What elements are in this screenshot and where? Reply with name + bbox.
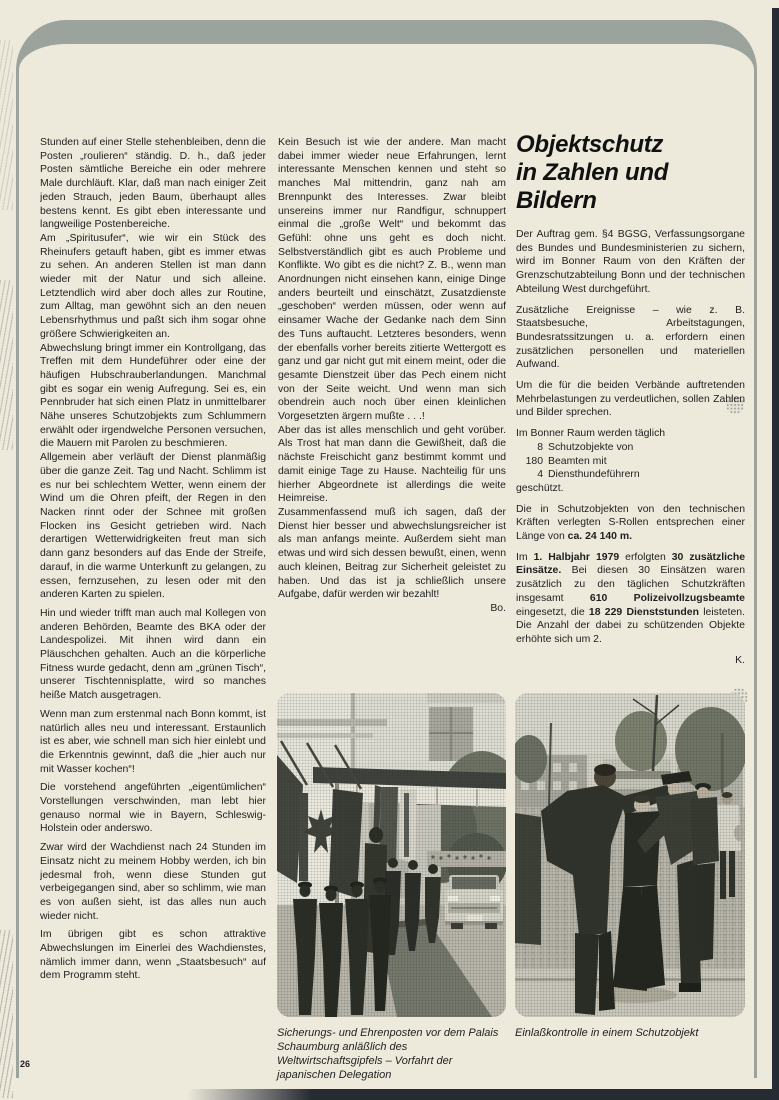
stat-label: Beamten mit (548, 455, 607, 467)
paragraph: Die in Schutzobjekten von den technischen Kräften verlegten S-Rollen entsprechen einer Länge von ca. 24 140 m. (516, 503, 745, 543)
paragraph: Im übrigen gibt es schon attraktive Abwechslungen im Einerlei des Wachdienstes, nämlich immer dann, wenn „Staatsbesuch“ auf dem Programm steht. (40, 929, 266, 982)
article-column-right (516, 131, 745, 689)
stat-value: 180 (525, 455, 543, 467)
daily-protection-stats (516, 427, 745, 496)
page-edge-shadow-right (772, 8, 779, 1100)
photo-caption: Sicherungs- und Ehrenposten vor dem Palais Schaumburg anläßlich des Weltwirtschaftsgipfels – Vorfahrt der japanischen Delegation (277, 1027, 499, 1081)
paragraph: Am „Spiritusufer“, wie wir ein Stück des Rheinufers getauft haben, gibt es immer etwas zu sehen. An anderen Stellen ist man dann wieder mit der Natur und sich alleine. Letztendlich wird aber doch alles zur Routine, zum Alltag, man gewöhnt sich an den neuen Lebensrhythmus und paßt sich ihm sogar ohne größere Schwierigkeiten an. (40, 232, 266, 340)
article-title-line2: in Zahlen und Bildern (516, 159, 669, 214)
page-edge-shadow-bottom (0, 1089, 779, 1100)
author-signature: Bo. (490, 602, 506, 614)
paragraph: Stunden auf einer Stelle stehenbleiben, denn die Posten „roulieren“ ständig. D. h., daß jeder Posten sämtliche Bereiche ein oder mehrere Male durchläuft. Klar, daß man nach einiger Zeit jeden Strauch, jeden Baum, überhaupt alles bestens kennt. Es gibt eben interessante und langweilige Postenbereiche. (40, 137, 266, 231)
stat-row (516, 455, 745, 469)
paragraph: Zusätzliche Ereignisse – wie z. B. Staatsbesuche, Arbeitstagungen, Bundesratssitzungen u. a. erfordern einen zusätzlichen personellen und materiellen Aufwand. (516, 304, 745, 371)
article-column-left (40, 136, 266, 1088)
paragraph: Zusammenfassend muß ich sagen, daß der Dienst hier besser und abwechslungsreicher ist als man anfangs meinte. Außerdem sieht man etwas und wird sich dessen bewußt, einen, wenn auch kleinen, Beitrag zur Sicherheit geleistet zu haben. Und das ist ja schließlich unsere Aufgabe, dafür werden wir bezahlt! (278, 506, 506, 601)
photo-palais-schaumburg-illustration (277, 693, 506, 1017)
paragraph: Kein Besuch ist wie der andere. Man macht dabei immer wieder neue Erfahrungen, lernt interessante Menschen kennen und steht so manches Mal mittendrin, ganz nah am Brennpunkt des Interesses. Zwar bleibt unsereins immer nur Randfigur, schnuppert einmal die „große Welt“ und bekommt das Gefühl: ohne uns geht es doch nicht. Selbstverständlich gibt es auch Probleme und Konflikte. Wo gibt es die nicht? Z. B., wenn man Anordnungen nicht einsehen kann, einige Dinge anders beurteilt und einschätzt, Zusatzdienste „geschoben“ werden müssen, oder wenn auf einsamer Wache der Gedanke nach dem Sinn des Tuns auftaucht. Letzteres besonders, wenn der ebenfalls vorher bereits zitierte Wettergott es ganz und gar nicht gut mit einem meint, oder die gesamte Dienstzeit über das Pech einem nicht von der Seite weicht. Und wenn man sich obendrein auch noch über einen kleinlichen Vorgesetzten ärgern mußte . . .! (278, 137, 506, 423)
stat-row (516, 468, 745, 482)
article-title-line1: Objektschutz (516, 131, 664, 158)
scan-noise (0, 930, 13, 1098)
paragraph: Aber das ist alles menschlich und geht vorüber. Als Trost hat man dann die Gewißheit, daß die nächste Freischicht ganz bestimmt kommt und damit einige Tage zu Hause. Nachteilig für uns hierher Abgeordnete ist allerdings die weite Heimreise. (278, 424, 506, 505)
state-car (445, 875, 503, 929)
distant-crowd (427, 851, 506, 867)
stat-value: 4 (537, 469, 543, 481)
article-title (516, 131, 745, 215)
paragraph: Der Auftrag gem. §4 BGSG, Verfassungsorgane des Bundes und Bundesministerien zu sichern, wird im Bonner Raum von den Kräften der Grenzschutzabteilung Bonn und der technischen Abteilung West durchgeführt. (516, 229, 745, 295)
photo-einlasskontrolle (515, 693, 745, 1017)
article-column-middle (278, 136, 506, 688)
paragraph: Um die für die beiden Verbände auftretenden Mehrbelastungen zu verdeutlichen, sollen Zahlen und Bilder sprechen. (516, 380, 745, 419)
scan-noise (0, 280, 13, 450)
paragraph: Abwechslung bringt immer ein Kontrollgang, das Treffen mit dem Hundeführer oder eine der häufigen Hubschrauberlandungen. Manchmal gibt es sogar ein wenig Aufregung. Sei es, ein Pennbruder hat sich einen Platz in unmittelbarer Nähe unseres Schutzobjekts zum Schlummern erwählt oder irgendwelche Personen versuchen, die Mauern mit Parolen zu beschmieren. (40, 342, 266, 450)
stat-value: 8 (537, 441, 543, 453)
stat-label: Diensthundeführern (548, 469, 640, 481)
scan-noise (0, 40, 13, 210)
stats-intro: Im Bonner Raum werden täglich (516, 428, 666, 440)
page-number: 26 (20, 1059, 31, 1069)
author-signature: K. (735, 654, 745, 666)
photo-caption: Einlaßkontrolle in einem Schutzobjekt (515, 1027, 699, 1039)
paragraph: Im 1. Halbjahr 1979 erfolgten 30 zusätzliche Einsätze. Bei diesen 30 Einsätzen waren zusätzlich zu den täglichen Schutzkräften insgesamt 610 Polizeivollzugsbeamte eingesetzt, die 18 229 Dienststunden leisteten. Die Anzahl der dabei zu schützenden Objekte erhöhte sich um 2. (516, 551, 745, 645)
photo-palais-schaumburg (277, 693, 506, 1017)
photo-einlasskontrolle-illustration (515, 693, 745, 1017)
paragraph: Allgemein aber verläuft der Dienst planmäßig über die ganze Zeit. Tag und Nacht. Schlimm ist es nur bei schlechtem Wetter, wenn einem der Wind um die Ohren pfeift, der Regen in den Nacken rinnt oder der Schnee mit großen Flocken ins Gesicht getrieben wird. Nach derartigen Wetterwidrigkeiten freut man sich dann ganz besonders auf das Ende der Streife, darauf, in die warme Unterkunft zu gelangen, zu essen, fernzusehen, zu lesen oder mit den anderen Karten zu spielen. (40, 452, 266, 601)
paragraph: Hin und wieder trifft man auch mal Kollegen von anderen Behörden, Beamte des BKA oder der Landespolizei. Mit ihnen wird dann ein Pläuschchen gehalten. Auch an die körperliche Fitness wurde gedacht, denn am „grünen Tisch“, unserer Tischtennisplatte, wird so manches heiße Match ausgetragen. (40, 607, 266, 702)
stat-label: Schutzobjekte von (548, 441, 634, 453)
paragraph: Wenn man zum erstenmal nach Bonn kommt, ist natürlich alles neu und interessant. Erstaunlich ist es aber, wie schnell man sich hier einlebt und die Erkenntnis gewinnt, daß die „hier auch nur mit Wasser kochen“! (40, 708, 266, 775)
paragraph: Zwar wird der Wachdienst nach 24 Stunden im Einsatz nicht zu meinem Hobby werden, ich bin jedesmal froh, wenn diese Stunden gut verbeigegangen sind, aber so schlimm, wie man es von außen sieht, ist das alles nun auch wieder nicht. (40, 842, 266, 922)
paragraph: Die vorstehend angeführten „eigentümlichen“ Vorstellungen verschwinden, man lebt hier genauso normal wie in Bayern, Schleswig-Holstein oder anderswo. (40, 782, 266, 835)
stat-row (516, 441, 745, 455)
stats-outro: geschützt. (516, 482, 564, 494)
